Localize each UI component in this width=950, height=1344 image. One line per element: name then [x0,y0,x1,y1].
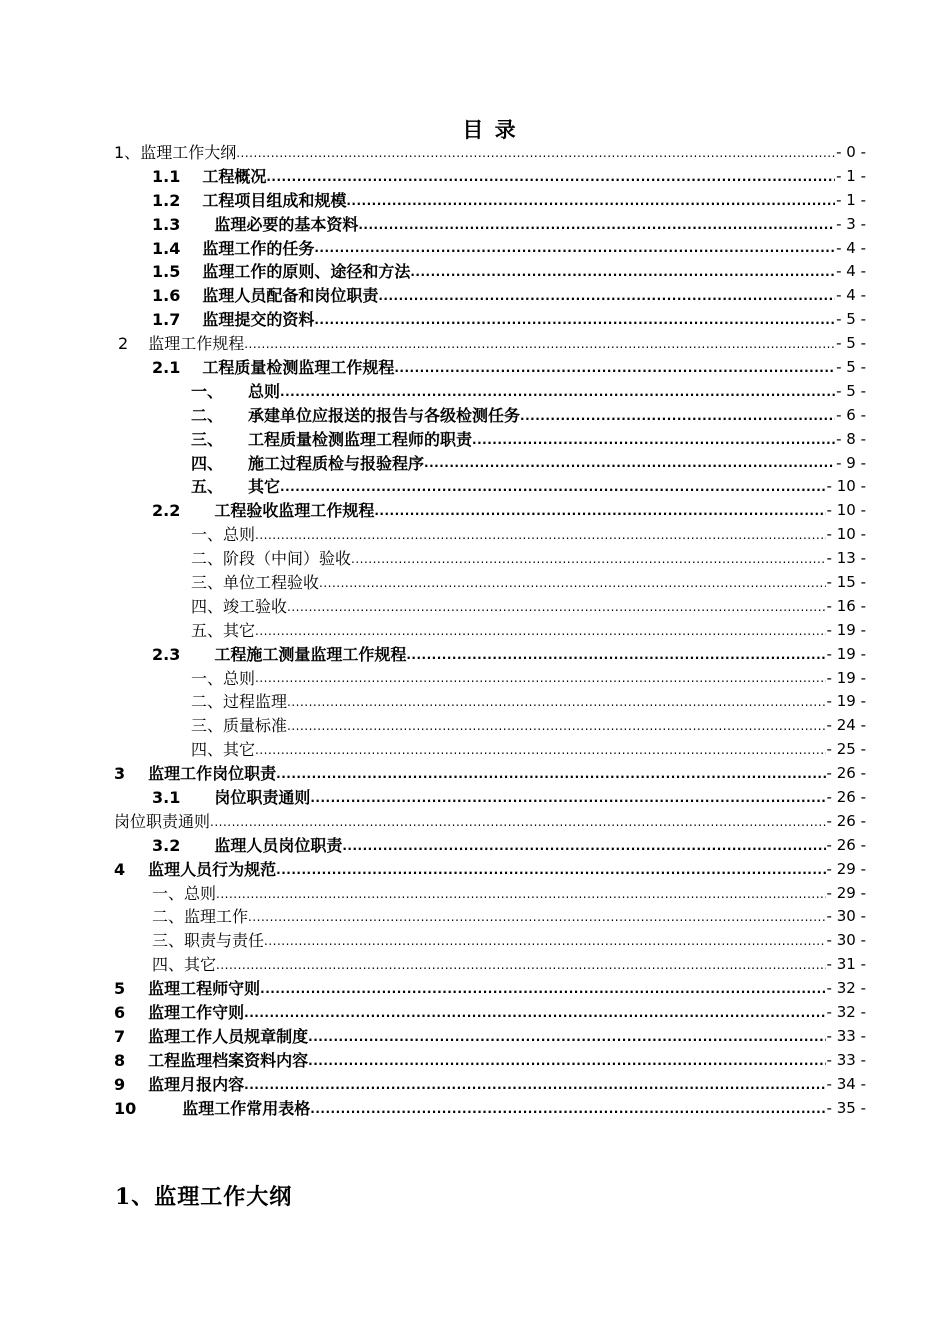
toc-entry[interactable] [114,882,866,906]
toc-entry[interactable] [114,738,866,762]
toc-entry-page: - 0 - [836,142,866,161]
toc-entry-title: 监理人员配备和岗位职责 [202,286,379,306]
toc-entry[interactable] [114,858,866,882]
toc-entry-page: - 31 - [826,955,866,974]
toc-entry-page: - 33 - [826,1050,866,1069]
toc-entry-page: - 30 - [826,907,866,926]
toc-entry-number: 2.3 [152,644,181,664]
toc-entry-page: - 26 - [826,764,866,783]
toc-entry[interactable] [114,571,866,595]
toc-entry[interactable] [114,499,866,523]
toc-dot-leader [410,262,835,282]
toc-entry-title: 监理月报内容 [148,1074,245,1094]
toc-entry-page: - 1 - [836,166,866,185]
toc-entry-page: - 10 - [826,525,866,544]
toc-entry[interactable] [114,237,866,261]
toc-entry-page: - 5 - [836,334,866,353]
toc-entry-title: 工程质量检测监理工作规程 [202,358,395,377]
toc-entry-number: 三、 [152,931,185,951]
toc-dot-leader [255,525,826,545]
toc-entry-title: 监理工作人员规章制度 [148,1026,309,1046]
toc-entry[interactable] [114,977,866,1001]
toc-entry-number: 8 [114,1050,126,1070]
toc-dot-leader [472,430,835,450]
toc-entry[interactable] [114,953,866,977]
toc-entry[interactable] [114,428,866,452]
toc-entry-number: 3.2 [152,835,181,855]
toc-dot-leader [280,477,826,497]
toc-entry-page: - 26 - [826,788,866,807]
toc-entry-title: 总则 [223,668,256,688]
toc-entry-number: 一、 [152,883,185,903]
toc-entry[interactable] [114,141,866,165]
toc-entry-title: 监理工作规程 [148,334,245,354]
toc-entry-number: 二、 [191,549,224,569]
toc-entry[interactable] [114,643,866,667]
toc-dot-leader [308,1051,825,1071]
toc-entry-page: - 6 - [836,405,866,424]
toc-entry-number: 7 [114,1026,126,1046]
toc-entry-title: 岗位职责通则 [214,788,311,808]
toc-dot-leader [255,621,826,641]
toc-entry-page: - 10 - [826,477,866,496]
toc-entry-page: - 4 - [836,286,866,305]
toc-entry-page: - 29 - [826,883,866,902]
toc-entry-number: 2 [118,334,129,354]
toc-dot-leader [346,191,835,211]
toc-entry-number: 五、 [191,477,224,497]
toc-dot-leader [276,764,825,784]
toc-entry-page: - 35 - [826,1098,866,1117]
toc-entry-title: 监理提交的资料 [202,310,315,330]
toc-entry-page: - 15 - [826,573,866,592]
toc-entry-title: 其它 [184,955,217,975]
toc-dot-leader [378,286,835,306]
toc-dot-leader [319,573,826,593]
toc-entry-number: 2.2 [152,501,181,521]
toc-entry-title: 监理必要的基本资料 [214,214,359,234]
toc-dot-leader [342,836,825,856]
toc-entry-title: 监理工作 [184,907,249,927]
toc-entry[interactable] [114,1025,866,1049]
toc-entry-number: 一、 [191,525,224,545]
toc-title: 目 录 [462,118,518,142]
toc-entry-title: 监理工作的原则、途径和方法 [202,262,411,282]
toc-dot-leader [280,382,835,402]
toc-entry-page: - 5 - [836,381,866,400]
toc-entry-title: 单位工程验收 [223,573,320,593]
toc-dot-leader [314,310,835,330]
toc-entry[interactable] [114,547,866,571]
toc-entry-title: 其它 [223,740,256,760]
toc-entry-number: 1.5 [152,262,181,282]
toc-entry-title: 总则 [248,381,281,401]
toc-entry[interactable] [114,1073,866,1097]
toc-dot-leader [351,549,826,569]
toc-entry-number: 1.7 [152,310,181,330]
toc-entry-number: 二、 [152,907,185,927]
toc-entry-number: 二、 [191,405,224,425]
toc-entry-title: 阶段（中间）验收 [223,549,352,569]
toc-entry-number: 9 [114,1074,126,1094]
toc-dot-leader [264,931,826,951]
toc-entry-number: 三、 [191,573,224,593]
toc-entry-number: 1.1 [152,166,181,186]
toc-entry-number: 一、 [191,381,224,401]
toc-dot-leader [287,692,826,712]
toc-entry-title: 工程概况 [202,166,267,186]
toc-entry[interactable] [114,1097,866,1121]
toc-entry-title: 监理工作的任务 [202,238,315,258]
toc-dot-leader [216,955,826,975]
toc-entry-number: 五、 [191,620,224,640]
toc-entry-page: - 10 - [826,501,866,520]
toc-entry-number: 5 [114,979,126,999]
toc-entry[interactable] [114,213,866,237]
toc-entry-title: 竣工验收 [223,596,288,616]
toc-entry-page: - 26 - [826,835,866,854]
toc-entry[interactable] [114,929,866,953]
toc-entry-title: 其它 [223,620,256,640]
toc-entry-page: - 1 - [836,190,866,209]
toc-entry-number: 三、 [191,716,224,736]
toc-entry-number: 一、 [191,668,224,688]
toc-entry[interactable] [114,786,866,810]
toc-entry-number: 10 [114,1098,137,1118]
toc-entry-number: 2.1 [152,358,181,377]
toc-entry-page: - 25 - [826,740,866,759]
table-of-contents [114,141,866,1121]
toc-dot-leader [276,860,825,880]
toc-dot-leader [314,238,835,258]
toc-dot-leader [424,453,835,473]
toc-entry-page: - 32 - [826,1003,866,1022]
toc-entry-page: - 24 - [826,716,866,735]
toc-entry-page: - 8 - [836,429,866,448]
toc-entry[interactable] [114,475,866,499]
toc-entry-page: - 4 - [836,262,866,281]
toc-entry-title: 总则 [223,525,256,545]
toc-entry[interactable] [114,284,866,308]
toc-entry-page: - 19 - [826,620,866,639]
toc-entry-title: 工程质量检测监理工程师的职责 [248,429,473,449]
toc-entry-title: 承建单位应报送的报告与各级检测任务 [248,405,521,425]
toc-entry[interactable] [114,810,866,834]
toc-dot-leader [244,334,835,354]
toc-entry-page: - 26 - [826,811,866,830]
toc-entry-number: 四、 [191,453,224,473]
toc-entry-page: - 34 - [826,1074,866,1093]
toc-dot-leader [374,501,825,521]
toc-dot-leader [287,597,826,617]
toc-entry[interactable] [114,332,866,356]
toc-entry-page: - 19 - [826,644,866,663]
toc-entry-number: 三、 [191,429,224,449]
toc-entry-page: - 32 - [826,979,866,998]
toc-dot-leader [248,907,826,927]
toc-entry[interactable] [114,1001,866,1025]
toc-entry-title: 质量标准 [223,716,288,736]
toc-entry[interactable] [114,523,866,547]
toc-entry-title: 职责与责任 [184,931,265,951]
toc-entry-page: - 19 - [826,668,866,687]
toc-entry-title: 过程监理 [223,692,288,712]
toc-entry-number: 1.6 [152,286,181,306]
toc-entry-title: 岗位职责通则 [114,811,211,831]
toc-entry[interactable] [114,189,866,213]
toc-entry[interactable] [114,356,866,380]
toc-entry[interactable] [114,165,866,189]
toc-dot-leader [244,1003,825,1023]
toc-dot-leader [520,406,835,426]
toc-entry-number: 四、 [152,955,185,975]
toc-entry-title: 监理工作大纲 [140,142,237,162]
toc-entry-page: - 5 - [836,310,866,329]
toc-entry-page: - 5 - [836,358,866,376]
toc-entry-title: 工程施工测量监理工作规程 [214,644,407,664]
toc-entry[interactable] [114,308,866,332]
toc-entry-number: 4 [114,859,126,879]
toc-dot-leader [255,740,826,760]
toc-entry-title: 监理工程师守则 [148,979,261,999]
toc-dot-leader [406,645,825,665]
toc-entry-number: 1.3 [152,214,181,234]
toc-dot-leader [310,1099,825,1119]
toc-entry-number: 1、 [114,142,141,162]
toc-entry[interactable] [114,452,866,476]
toc-entry-number: 6 [114,1003,126,1023]
toc-dot-leader [394,358,835,378]
toc-entry-title: 工程项目组成和规模 [202,190,347,210]
toc-entry[interactable] [114,260,866,284]
toc-entry-number: 四、 [191,740,224,760]
toc-entry-number: 1.2 [152,190,181,210]
toc-entry-title: 监理工作守则 [148,1003,245,1023]
toc-entry[interactable] [114,380,866,404]
toc-entry-number: 二、 [191,692,224,712]
toc-dot-leader [358,215,835,235]
toc-entry[interactable] [114,404,866,428]
toc-entry-title: 工程验收监理工作规程 [214,501,375,521]
toc-dot-leader [210,812,826,832]
toc-entry[interactable] [114,595,866,619]
toc-entry-page: - 16 - [826,596,866,615]
toc-entry-number: 3.1 [152,788,181,808]
toc-entry-title: 工程监理档案资料内容 [148,1050,309,1070]
toc-entry-page: - 33 - [826,1026,866,1045]
section-heading: 1、监理工作大纲 [115,1184,293,1210]
toc-entry-page: - 3 - [836,214,866,233]
toc-entry-number: 四、 [191,596,224,616]
toc-entry[interactable] [114,690,866,714]
toc-entry-page: - 9 - [836,453,866,472]
toc-entry-title: 其它 [248,477,281,497]
toc-entry[interactable] [114,667,866,691]
toc-entry[interactable] [114,1049,866,1073]
toc-entry-title: 监理工作岗位职责 [148,764,277,784]
toc-entry-title: 监理人员岗位职责 [214,835,343,855]
toc-dot-leader [255,668,826,688]
toc-entry-number: 3 [114,764,126,784]
toc-entry-title: 总则 [184,883,217,903]
toc-entry-page: - 30 - [826,931,866,950]
toc-dot-leader [310,788,825,808]
toc-dot-leader [236,143,835,163]
toc-dot-leader [244,1075,825,1095]
toc-entry-title: 监理人员行为规范 [148,859,277,879]
toc-entry-title: 施工过程质检与报验程序 [248,453,425,473]
toc-entry-number: 1.4 [152,238,181,258]
toc-dot-leader [287,716,826,736]
toc-dot-leader [260,979,825,999]
toc-entry[interactable] [114,834,866,858]
toc-dot-leader [308,1027,825,1047]
toc-entry-page: - 29 - [826,859,866,878]
toc-entry-title: 监理工作常用表格 [182,1098,311,1118]
toc-entry-page: - 13 - [826,549,866,568]
toc-dot-leader [216,884,826,904]
toc-entry-page: - 4 - [836,238,866,257]
toc-entry-page: - 19 - [826,692,866,711]
toc-entry[interactable] [114,714,866,738]
toc-entry[interactable] [114,619,866,643]
toc-dot-leader [266,167,835,187]
toc-entry[interactable] [114,762,866,786]
toc-entry[interactable] [114,906,866,930]
